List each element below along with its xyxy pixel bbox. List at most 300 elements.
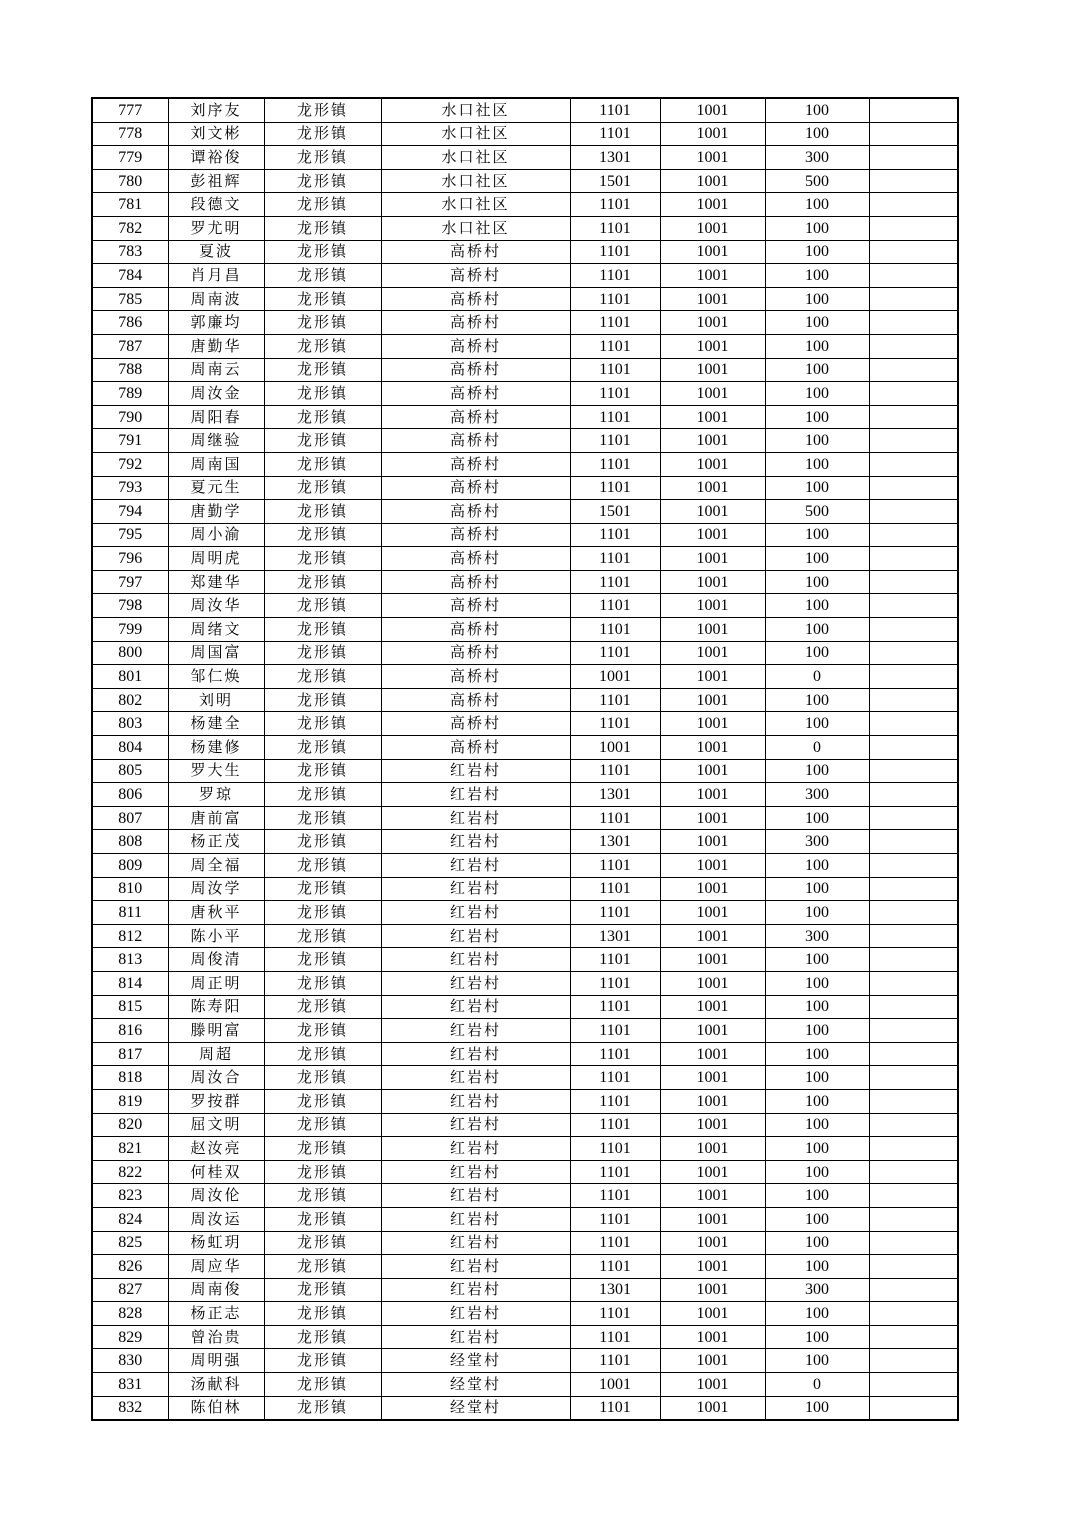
cell-village: 红岩村 <box>381 854 570 878</box>
cell-code-a: 1101 <box>570 1113 660 1137</box>
cell-name: 周正明 <box>168 971 264 995</box>
cell-name: 彭祖辉 <box>168 169 264 193</box>
cell-name: 唐勤学 <box>168 500 264 524</box>
cell-amount: 100 <box>765 1089 869 1113</box>
table-row <box>92 216 958 240</box>
cell-code-b: 1001 <box>660 736 765 760</box>
cell-amount: 0 <box>765 665 869 689</box>
cell-name: 曾治贵 <box>168 1325 264 1349</box>
cell-row-number: 790 <box>92 405 168 429</box>
cell-town: 龙形镇 <box>264 618 381 642</box>
cell-amount: 100 <box>765 1113 869 1137</box>
table-row <box>92 712 958 736</box>
cell-note <box>869 240 958 264</box>
cell-amount: 100 <box>765 877 869 901</box>
table-row <box>92 1231 958 1255</box>
cell-code-b: 1001 <box>660 594 765 618</box>
cell-name: 周汝伦 <box>168 1184 264 1208</box>
table-row <box>92 1396 958 1420</box>
cell-town: 龙形镇 <box>264 1255 381 1279</box>
cell-town: 龙形镇 <box>264 924 381 948</box>
cell-note <box>869 570 958 594</box>
table-row <box>92 830 958 854</box>
cell-village: 红岩村 <box>381 1089 570 1113</box>
cell-row-number: 783 <box>92 240 168 264</box>
cell-town: 龙形镇 <box>264 240 381 264</box>
cell-amount: 0 <box>765 736 869 760</box>
cell-town: 龙形镇 <box>264 1137 381 1161</box>
cell-amount: 100 <box>765 334 869 358</box>
cell-code-a: 1101 <box>570 1349 660 1373</box>
cell-code-a: 1101 <box>570 971 660 995</box>
cell-name: 周继验 <box>168 429 264 453</box>
cell-note <box>869 311 958 335</box>
cell-name: 周全福 <box>168 854 264 878</box>
cell-row-number: 812 <box>92 924 168 948</box>
cell-note <box>869 712 958 736</box>
cell-name: 周超 <box>168 1042 264 1066</box>
cell-note <box>869 169 958 193</box>
cell-note <box>869 830 958 854</box>
cell-amount: 100 <box>765 405 869 429</box>
cell-town: 龙形镇 <box>264 1089 381 1113</box>
cell-amount: 100 <box>765 1066 869 1090</box>
cell-name: 杨正茂 <box>168 830 264 854</box>
cell-code-b: 1001 <box>660 1089 765 1113</box>
cell-note <box>869 216 958 240</box>
cell-town: 龙形镇 <box>264 759 381 783</box>
cell-code-a: 1101 <box>570 854 660 878</box>
cell-village: 高桥村 <box>381 405 570 429</box>
cell-amount: 0 <box>765 1373 869 1397</box>
cell-row-number: 791 <box>92 429 168 453</box>
cell-town: 龙形镇 <box>264 382 381 406</box>
cell-row-number: 830 <box>92 1349 168 1373</box>
cell-amount: 100 <box>765 122 869 146</box>
cell-name: 周汝运 <box>168 1207 264 1231</box>
table-row <box>92 1089 958 1113</box>
table-row <box>92 98 958 122</box>
cell-code-a: 1101 <box>570 287 660 311</box>
cell-name: 周国富 <box>168 641 264 665</box>
cell-row-number: 803 <box>92 712 168 736</box>
table-row <box>92 547 958 571</box>
table-row <box>92 1019 958 1043</box>
cell-code-b: 1001 <box>660 500 765 524</box>
cell-village: 高桥村 <box>381 358 570 382</box>
cell-code-a: 1101 <box>570 1160 660 1184</box>
cell-village: 高桥村 <box>381 712 570 736</box>
cell-name: 赵汝亮 <box>168 1137 264 1161</box>
cell-row-number: 801 <box>92 665 168 689</box>
cell-note <box>869 594 958 618</box>
table-row <box>92 382 958 406</box>
cell-code-a: 1001 <box>570 736 660 760</box>
cell-village: 高桥村 <box>381 476 570 500</box>
cell-amount: 100 <box>765 1184 869 1208</box>
cell-code-b: 1001 <box>660 1349 765 1373</box>
cell-town: 龙形镇 <box>264 476 381 500</box>
cell-name: 周汝华 <box>168 594 264 618</box>
cell-amount: 300 <box>765 783 869 807</box>
cell-town: 龙形镇 <box>264 1325 381 1349</box>
cell-code-b: 1001 <box>660 1302 765 1326</box>
cell-row-number: 802 <box>92 688 168 712</box>
cell-village: 高桥村 <box>381 688 570 712</box>
cell-amount: 100 <box>765 429 869 453</box>
cell-row-number: 785 <box>92 287 168 311</box>
cell-village: 高桥村 <box>381 500 570 524</box>
data-table <box>91 97 959 1421</box>
cell-village: 水口社区 <box>381 169 570 193</box>
cell-amount: 100 <box>765 452 869 476</box>
cell-row-number: 817 <box>92 1042 168 1066</box>
cell-village: 红岩村 <box>381 971 570 995</box>
cell-village: 红岩村 <box>381 948 570 972</box>
cell-note <box>869 429 958 453</box>
table-row <box>92 358 958 382</box>
cell-code-a: 1101 <box>570 523 660 547</box>
cell-row-number: 777 <box>92 98 168 122</box>
table-row <box>92 405 958 429</box>
cell-town: 龙形镇 <box>264 358 381 382</box>
cell-village: 高桥村 <box>381 736 570 760</box>
cell-code-a: 1101 <box>570 311 660 335</box>
cell-note <box>869 1160 958 1184</box>
cell-code-b: 1001 <box>660 122 765 146</box>
cell-code-b: 1001 <box>660 169 765 193</box>
table-row <box>92 759 958 783</box>
cell-name: 罗琼 <box>168 783 264 807</box>
cell-row-number: 821 <box>92 1137 168 1161</box>
cell-code-b: 1001 <box>660 971 765 995</box>
cell-row-number: 800 <box>92 641 168 665</box>
cell-code-b: 1001 <box>660 641 765 665</box>
cell-note <box>869 1325 958 1349</box>
cell-code-b: 1001 <box>660 877 765 901</box>
cell-town: 龙形镇 <box>264 429 381 453</box>
cell-name: 周汝学 <box>168 877 264 901</box>
table-row <box>92 995 958 1019</box>
cell-village: 水口社区 <box>381 216 570 240</box>
table-row <box>92 1184 958 1208</box>
cell-code-a: 1101 <box>570 1302 660 1326</box>
cell-code-a: 1501 <box>570 500 660 524</box>
cell-note <box>869 1019 958 1043</box>
table-row <box>92 641 958 665</box>
cell-note <box>869 995 958 1019</box>
cell-code-a: 1001 <box>570 665 660 689</box>
cell-note <box>869 405 958 429</box>
cell-note <box>869 1302 958 1326</box>
table-row <box>92 122 958 146</box>
cell-amount: 100 <box>765 1302 869 1326</box>
cell-village: 高桥村 <box>381 665 570 689</box>
cell-note <box>869 193 958 217</box>
cell-note <box>869 1255 958 1279</box>
cell-amount: 300 <box>765 830 869 854</box>
cell-name: 杨虹玥 <box>168 1231 264 1255</box>
cell-row-number: 798 <box>92 594 168 618</box>
cell-village: 经堂村 <box>381 1349 570 1373</box>
cell-code-a: 1101 <box>570 688 660 712</box>
cell-amount: 100 <box>765 1396 869 1420</box>
cell-town: 龙形镇 <box>264 169 381 193</box>
table-row <box>92 924 958 948</box>
cell-amount: 100 <box>765 995 869 1019</box>
cell-row-number: 805 <box>92 759 168 783</box>
cell-row-number: 796 <box>92 547 168 571</box>
cell-amount: 100 <box>765 240 869 264</box>
cell-village: 红岩村 <box>381 1137 570 1161</box>
cell-name: 滕明富 <box>168 1019 264 1043</box>
cell-note <box>869 1373 958 1397</box>
cell-village: 高桥村 <box>381 523 570 547</box>
cell-code-b: 1001 <box>660 1207 765 1231</box>
cell-village: 红岩村 <box>381 1113 570 1137</box>
cell-row-number: 818 <box>92 1066 168 1090</box>
cell-code-b: 1001 <box>660 311 765 335</box>
cell-code-b: 1001 <box>660 1373 765 1397</box>
cell-row-number: 807 <box>92 806 168 830</box>
cell-town: 龙形镇 <box>264 264 381 288</box>
cell-row-number: 786 <box>92 311 168 335</box>
cell-code-a: 1101 <box>570 712 660 736</box>
cell-code-a: 1101 <box>570 405 660 429</box>
cell-code-b: 1001 <box>660 405 765 429</box>
cell-row-number: 814 <box>92 971 168 995</box>
table-row <box>92 1042 958 1066</box>
cell-note <box>869 1066 958 1090</box>
cell-name: 杨正志 <box>168 1302 264 1326</box>
cell-village: 高桥村 <box>381 570 570 594</box>
cell-row-number: 822 <box>92 1160 168 1184</box>
cell-row-number: 828 <box>92 1302 168 1326</box>
cell-code-a: 1101 <box>570 759 660 783</box>
cell-town: 龙形镇 <box>264 995 381 1019</box>
cell-code-a: 1101 <box>570 995 660 1019</box>
cell-name: 周汝金 <box>168 382 264 406</box>
cell-note <box>869 1184 958 1208</box>
cell-code-a: 1101 <box>570 594 660 618</box>
cell-row-number: 819 <box>92 1089 168 1113</box>
cell-amount: 100 <box>765 1042 869 1066</box>
cell-village: 高桥村 <box>381 594 570 618</box>
cell-name: 陈寿阳 <box>168 995 264 1019</box>
cell-village: 水口社区 <box>381 193 570 217</box>
table-row <box>92 948 958 972</box>
cell-town: 龙形镇 <box>264 1396 381 1420</box>
cell-code-b: 1001 <box>660 665 765 689</box>
cell-town: 龙形镇 <box>264 877 381 901</box>
table-row <box>92 570 958 594</box>
cell-row-number: 806 <box>92 783 168 807</box>
cell-amount: 100 <box>765 1207 869 1231</box>
cell-village: 红岩村 <box>381 1231 570 1255</box>
cell-amount: 300 <box>765 146 869 170</box>
cell-amount: 100 <box>765 618 869 642</box>
cell-row-number: 816 <box>92 1019 168 1043</box>
cell-row-number: 797 <box>92 570 168 594</box>
cell-town: 龙形镇 <box>264 948 381 972</box>
cell-amount: 100 <box>765 1325 869 1349</box>
cell-row-number: 826 <box>92 1255 168 1279</box>
table-row <box>92 476 958 500</box>
cell-code-b: 1001 <box>660 264 765 288</box>
cell-row-number: 810 <box>92 877 168 901</box>
cell-code-b: 1001 <box>660 995 765 1019</box>
cell-village: 水口社区 <box>381 122 570 146</box>
cell-town: 龙形镇 <box>264 783 381 807</box>
cell-village: 水口社区 <box>381 146 570 170</box>
cell-name: 段德文 <box>168 193 264 217</box>
cell-village: 红岩村 <box>381 1302 570 1326</box>
cell-row-number: 780 <box>92 169 168 193</box>
cell-town: 龙形镇 <box>264 901 381 925</box>
cell-note <box>869 382 958 406</box>
cell-code-b: 1001 <box>660 712 765 736</box>
cell-amount: 100 <box>765 358 869 382</box>
cell-code-b: 1001 <box>660 1019 765 1043</box>
cell-village: 高桥村 <box>381 287 570 311</box>
cell-note <box>869 948 958 972</box>
cell-name: 谭裕俊 <box>168 146 264 170</box>
table-row <box>92 1207 958 1231</box>
cell-amount: 100 <box>765 1160 869 1184</box>
cell-row-number: 824 <box>92 1207 168 1231</box>
cell-row-number: 811 <box>92 901 168 925</box>
cell-village: 红岩村 <box>381 924 570 948</box>
cell-row-number: 795 <box>92 523 168 547</box>
cell-code-a: 1101 <box>570 1325 660 1349</box>
cell-amount: 100 <box>765 594 869 618</box>
cell-note <box>869 1089 958 1113</box>
cell-amount: 100 <box>765 523 869 547</box>
cell-code-a: 1101 <box>570 1019 660 1043</box>
cell-code-a: 1101 <box>570 547 660 571</box>
cell-note <box>869 1042 958 1066</box>
cell-village: 红岩村 <box>381 783 570 807</box>
cell-code-b: 1001 <box>660 830 765 854</box>
cell-amount: 100 <box>765 901 869 925</box>
table-row <box>92 240 958 264</box>
cell-town: 龙形镇 <box>264 1231 381 1255</box>
cell-town: 龙形镇 <box>264 216 381 240</box>
cell-code-a: 1101 <box>570 1184 660 1208</box>
cell-amount: 100 <box>765 264 869 288</box>
cell-note <box>869 1137 958 1161</box>
cell-code-a: 1101 <box>570 98 660 122</box>
cell-row-number: 784 <box>92 264 168 288</box>
cell-amount: 100 <box>765 98 869 122</box>
cell-amount: 100 <box>765 688 869 712</box>
table-row <box>92 618 958 642</box>
cell-name: 周阳春 <box>168 405 264 429</box>
cell-note <box>869 759 958 783</box>
cell-note <box>869 971 958 995</box>
cell-village: 高桥村 <box>381 452 570 476</box>
cell-code-a: 1101 <box>570 618 660 642</box>
cell-note <box>869 877 958 901</box>
cell-name: 陈小平 <box>168 924 264 948</box>
cell-code-b: 1001 <box>660 924 765 948</box>
table-row <box>92 429 958 453</box>
cell-code-a: 1101 <box>570 1231 660 1255</box>
cell-note <box>869 1207 958 1231</box>
cell-name: 邹仁焕 <box>168 665 264 689</box>
cell-code-a: 1101 <box>570 476 660 500</box>
cell-code-a: 1101 <box>570 122 660 146</box>
cell-row-number: 793 <box>92 476 168 500</box>
cell-amount: 100 <box>765 287 869 311</box>
cell-town: 龙形镇 <box>264 1066 381 1090</box>
cell-row-number: 820 <box>92 1113 168 1137</box>
cell-village: 红岩村 <box>381 830 570 854</box>
cell-code-a: 1101 <box>570 1066 660 1090</box>
cell-name: 唐勤华 <box>168 334 264 358</box>
cell-village: 红岩村 <box>381 901 570 925</box>
cell-name: 周应华 <box>168 1255 264 1279</box>
cell-code-a: 1301 <box>570 146 660 170</box>
cell-village: 红岩村 <box>381 1019 570 1043</box>
cell-town: 龙形镇 <box>264 146 381 170</box>
table-body <box>92 98 958 1420</box>
cell-note <box>869 98 958 122</box>
cell-code-b: 1001 <box>660 358 765 382</box>
cell-row-number: 829 <box>92 1325 168 1349</box>
cell-code-b: 1001 <box>660 98 765 122</box>
cell-code-b: 1001 <box>660 146 765 170</box>
cell-code-a: 1101 <box>570 264 660 288</box>
table-row <box>92 806 958 830</box>
cell-village: 红岩村 <box>381 1207 570 1231</box>
cell-town: 龙形镇 <box>264 547 381 571</box>
cell-row-number: 787 <box>92 334 168 358</box>
cell-code-a: 1101 <box>570 1396 660 1420</box>
table-row <box>92 1349 958 1373</box>
table-row <box>92 523 958 547</box>
cell-name: 周南俊 <box>168 1278 264 1302</box>
table-row <box>92 264 958 288</box>
cell-name: 汤献科 <box>168 1373 264 1397</box>
cell-code-a: 1101 <box>570 877 660 901</box>
cell-name: 罗按群 <box>168 1089 264 1113</box>
cell-name: 杨建修 <box>168 736 264 760</box>
table-row <box>92 1325 958 1349</box>
cell-amount: 100 <box>765 193 869 217</box>
cell-town: 龙形镇 <box>264 523 381 547</box>
cell-row-number: 799 <box>92 618 168 642</box>
cell-code-b: 1001 <box>660 901 765 925</box>
cell-code-b: 1001 <box>660 1042 765 1066</box>
table-row <box>92 500 958 524</box>
cell-code-a: 1101 <box>570 358 660 382</box>
cell-amount: 100 <box>765 1137 869 1161</box>
cell-code-a: 1101 <box>570 193 660 217</box>
table-row <box>92 901 958 925</box>
table-row <box>92 1066 958 1090</box>
cell-town: 龙形镇 <box>264 1019 381 1043</box>
cell-village: 高桥村 <box>381 429 570 453</box>
cell-name: 刘文彬 <box>168 122 264 146</box>
cell-code-b: 1001 <box>660 1184 765 1208</box>
cell-village: 红岩村 <box>381 1042 570 1066</box>
cell-town: 龙形镇 <box>264 311 381 335</box>
cell-town: 龙形镇 <box>264 1113 381 1137</box>
cell-amount: 100 <box>765 547 869 571</box>
cell-amount: 100 <box>765 759 869 783</box>
cell-code-a: 1101 <box>570 240 660 264</box>
